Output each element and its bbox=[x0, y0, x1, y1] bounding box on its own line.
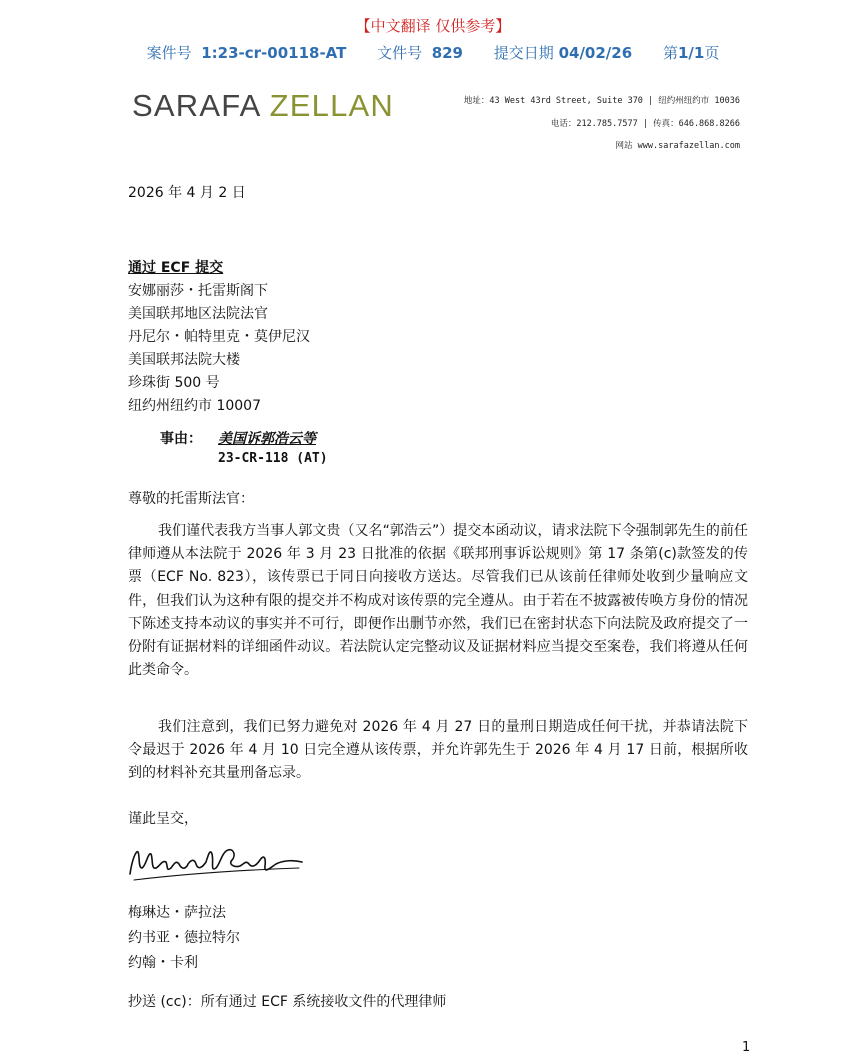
logo-zellan: ZELLAN bbox=[269, 88, 394, 123]
delivery-method: 通过 ECF 提交 bbox=[128, 260, 224, 276]
page-number: 1 bbox=[742, 1040, 751, 1055]
translation-banner: 【中文翻译 仅供参考】 bbox=[355, 17, 511, 35]
letter-date: 2026 年 4 月 2 日 bbox=[128, 185, 246, 201]
page-count-field: 第1/1页 bbox=[662, 44, 720, 62]
re-case-title: 美国诉郭浩云等 bbox=[218, 431, 316, 447]
salutation: 尊敬的托雷斯法官： bbox=[128, 491, 254, 507]
cc-line: 抄送 (cc)：所有通过 ECF 系统接收文件的代理律师 bbox=[128, 994, 447, 1010]
re-label: 事由： bbox=[160, 431, 202, 447]
addressee-line: 美国联邦法院大楼 bbox=[128, 352, 240, 368]
addressee-line: 美国联邦地区法院法官 bbox=[128, 306, 268, 322]
addressee-line: 安娜丽莎・托雷斯阁下 bbox=[128, 283, 268, 299]
re-case-number: 23-CR-118 (AT) bbox=[218, 451, 328, 466]
case-header bbox=[0, 42, 866, 63]
filed-date-field: 提交日期 04/02/26 bbox=[493, 44, 633, 62]
body-paragraph-2 bbox=[128, 716, 748, 786]
addressee-line: 纽约州纽约市 10007 bbox=[128, 398, 261, 414]
firm-address: 地址：43 West 43rd Street, Suite 370 | 纽约州纽约市 10036 bbox=[463, 96, 740, 106]
signatory-name: 梅琳达・萨拉法 bbox=[128, 905, 226, 921]
handwritten-signature bbox=[124, 838, 309, 888]
signatory-name: 约翰・卡利 bbox=[128, 955, 198, 971]
paragraph-text: 我们谨代表我方当事人郭文贵（又名“郭浩云”）提交本函动议，请求法院下令强制郭先生的前任律师遵从本法院于 2026 年 3 月 23 日批准的依据《联邦刑事诉讼规则》第 17 条第(c)款签发的传票（ECF No. 823），该传票已于同日向接收方送达。尽管我们已从该前任律师处收到少量响应文件，但我们认为这种有限的提交并不构成对该传票的完全遵从。由于若在不披露被传唤方身份的情况下陈述支持本动议的事实并不可行，即便作出删节亦然，我们已在密封状态下向法院及政府提交了一份附有证据材料的详细函件动议。若法院认定完整动议及证据材料应当提交至案卷，我们将遵从任何此类命令。 bbox=[128, 523, 748, 679]
document-number-field: 文件号 829 bbox=[377, 44, 463, 62]
body-paragraph-1 bbox=[128, 520, 748, 682]
firm-phone-fax: 电话：212.785.7577 | 传真：646.868.8266 bbox=[550, 119, 740, 129]
firm-logo bbox=[132, 88, 394, 124]
logo-sarafa: SARAFA bbox=[132, 88, 260, 123]
closing: 谨此呈交， bbox=[128, 811, 198, 827]
signatory-name: 约书亚・德拉特尔 bbox=[128, 930, 240, 946]
addressee-line: 丹尼尔・帕特里克・莫伊尼汉 bbox=[128, 329, 310, 345]
case-number-field: 案件号 1:23-cr-00118-AT bbox=[146, 44, 347, 62]
paragraph-text: 我们注意到，我们已努力避免对 2026 年 4 月 27 日的量刑日期造成任何干扰，并恭请法院下令最迟于 2026 年 4 月 10 日完全遵从该传票，并允许郭先生于 2026 年 4 月 17 日前，根据所收到的材料补充其量刑备忘录。 bbox=[128, 719, 748, 782]
addressee-line: 珍珠街 500 号 bbox=[128, 375, 220, 391]
firm-website[interactable]: 网站 www.sarafazellan.com bbox=[615, 141, 740, 151]
